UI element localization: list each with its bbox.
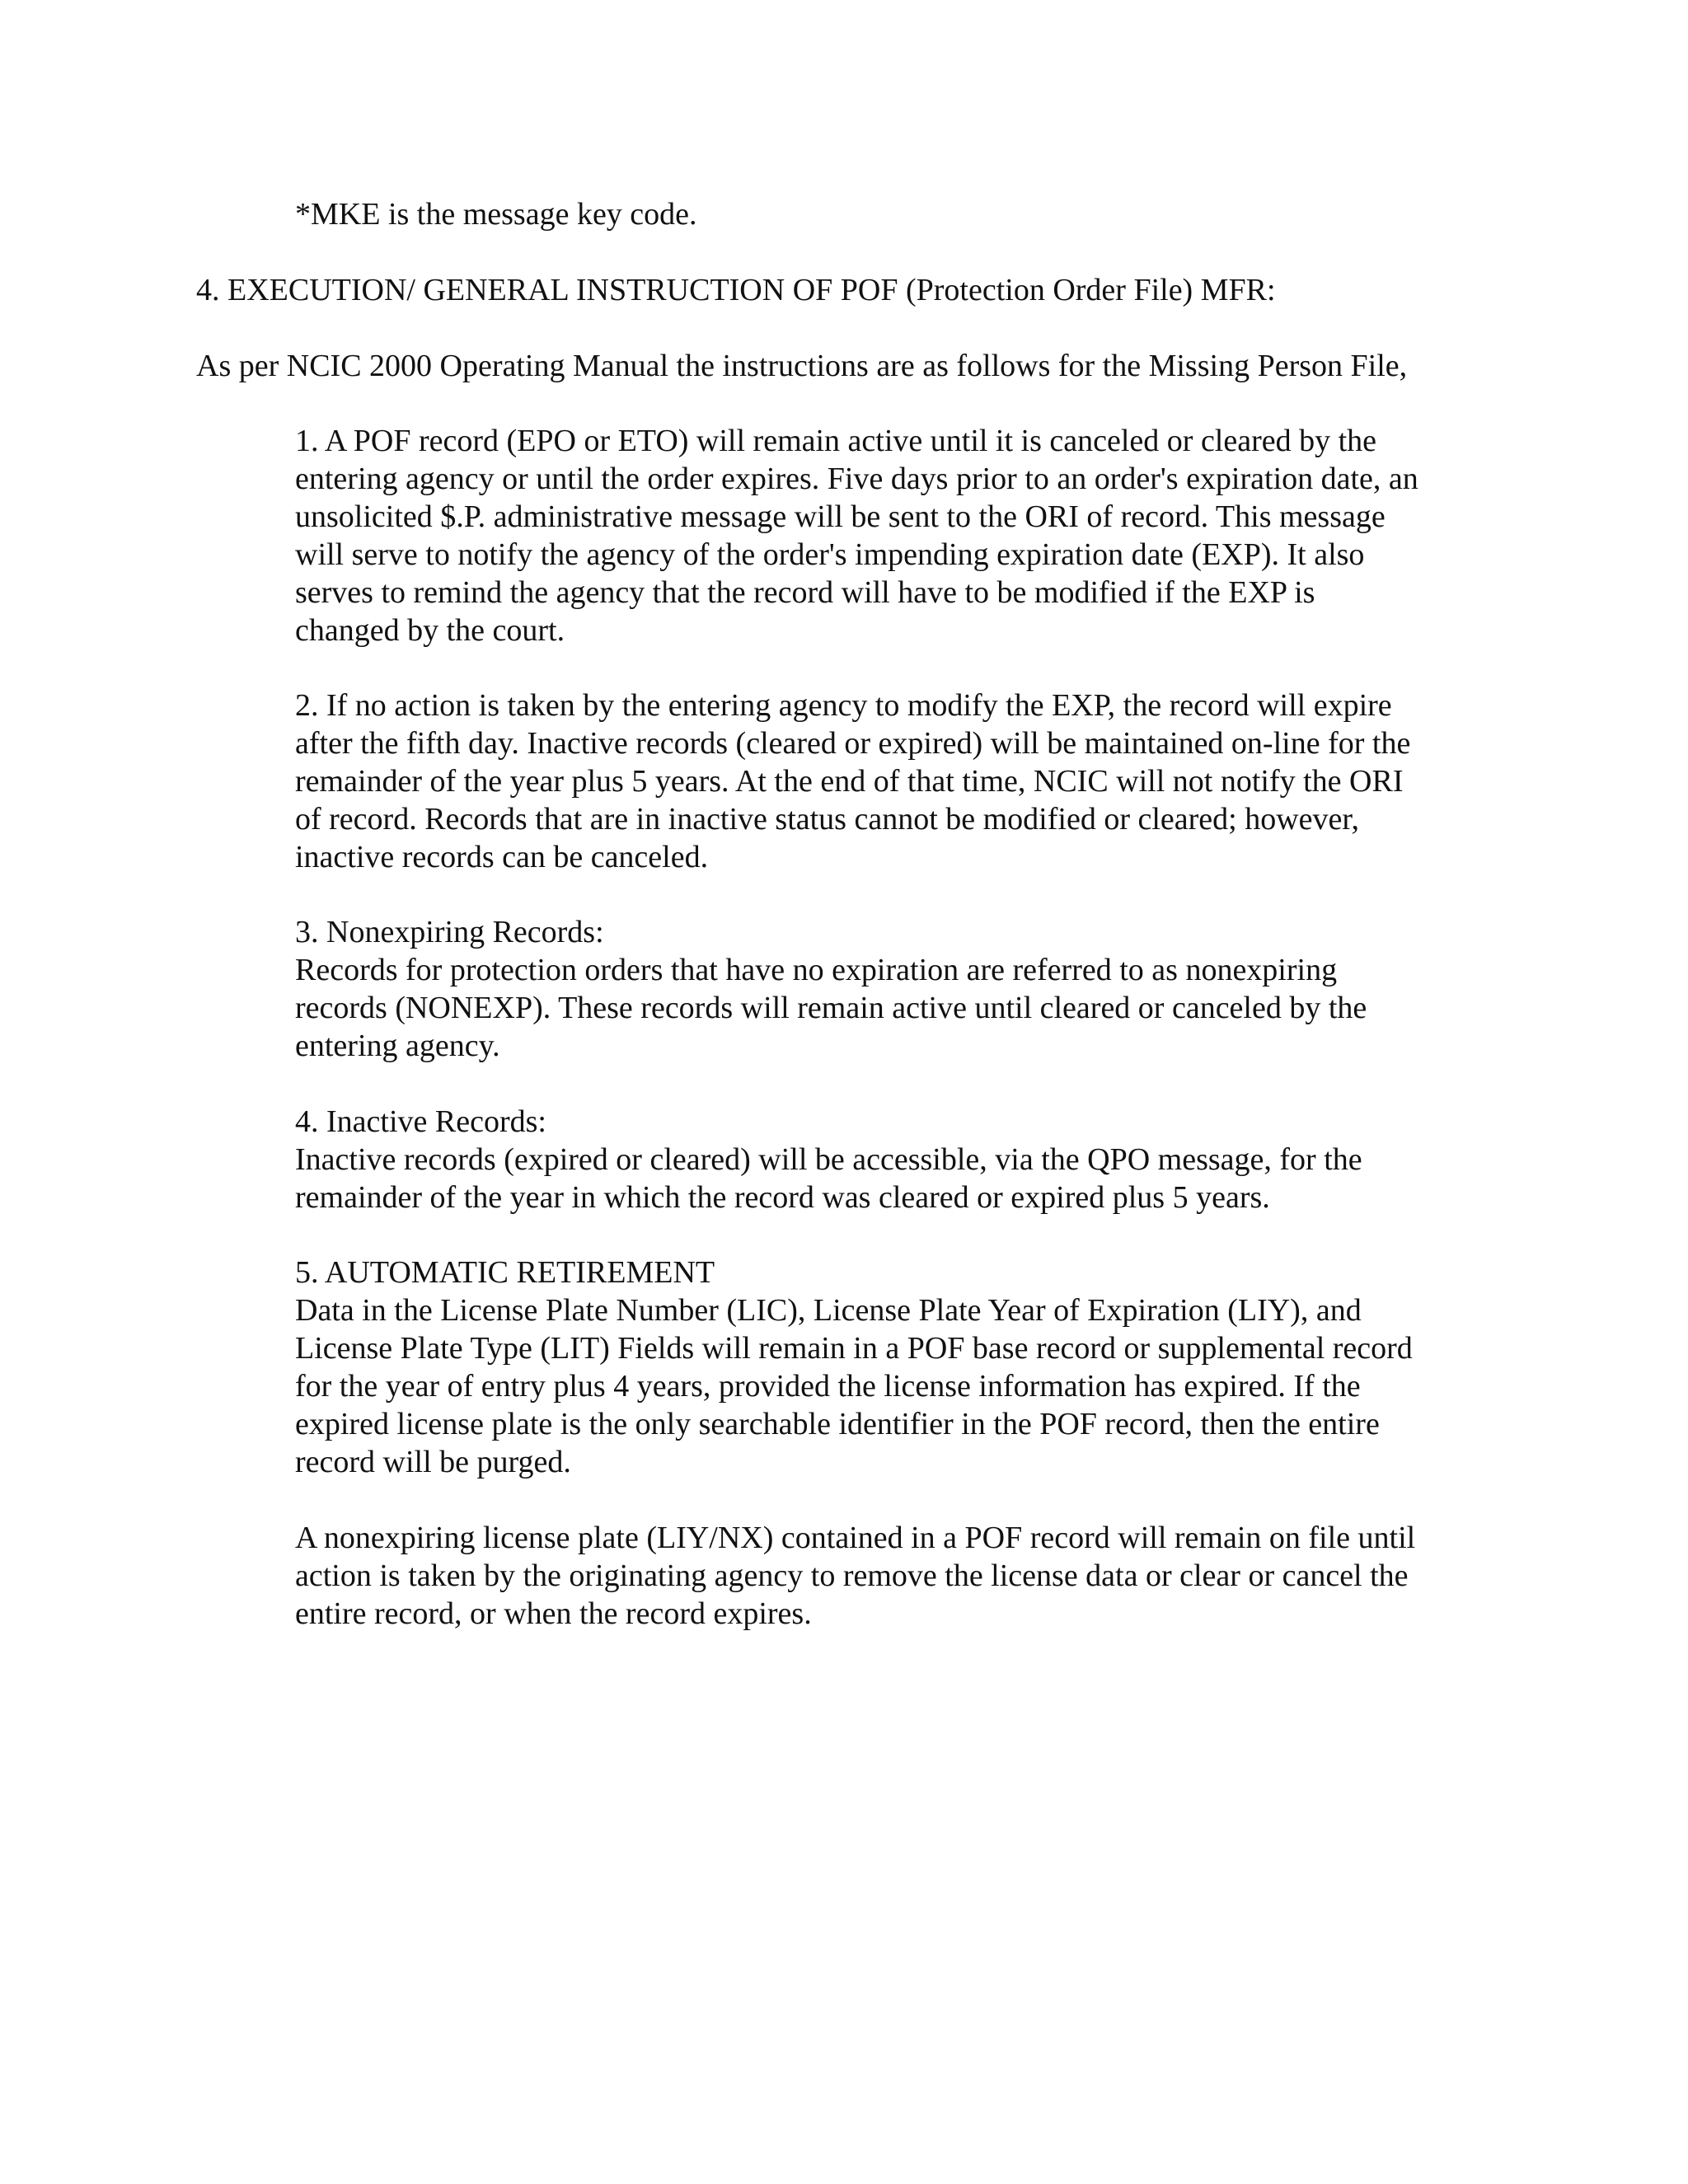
item-3-title: 3. Nonexpiring Records: xyxy=(295,915,604,949)
item-1-line: will serve to notify the agency of the order's impending expiration date (EXP). It also xyxy=(295,537,1365,572)
item-4-line: Inactive records (expired or cleared) will be accessible, via the QPO message, for the xyxy=(295,1142,1362,1177)
item-3-line: entering agency. xyxy=(295,1029,500,1063)
item-4-title: 4. Inactive Records: xyxy=(295,1104,546,1139)
license-plate-note-line: action is taken by the originating agency to remove the license data or clear or cancel the xyxy=(295,1558,1409,1593)
item-5-line: License Plate Type (LIT) Fields will remain in a POF base record or supplemental record xyxy=(295,1331,1413,1366)
item-5-line: for the year of entry plus 4 years, provided the license information has expired. If the xyxy=(295,1369,1361,1404)
section-heading: 4. EXECUTION/ GENERAL INSTRUCTION OF POF (Protection Order File) MFR: xyxy=(196,273,1276,307)
item-3-line: Records for protection orders that have no expiration are referred to as nonexpiring xyxy=(295,953,1338,987)
item-5-line: expired license plate is the only searchable identifier in the POF record, then the entire xyxy=(295,1407,1380,1441)
item-5-line: record will be purged. xyxy=(295,1445,571,1479)
item-1-line: entering agency or until the order expires. Five days prior to an order's expiration date, an xyxy=(295,462,1418,496)
item-2-line: after the fifth day. Inactive records (cleared or expired) will be maintained on-line for the xyxy=(295,726,1411,761)
item-2-line: remainder of the year plus 5 years. At the end of that time, NCIC will not notify the ORI xyxy=(295,764,1404,799)
item-2-line: inactive records can be canceled. xyxy=(295,840,709,874)
item-1-line: serves to remind the agency that the record will have to be modified if the EXP is xyxy=(295,575,1315,610)
item-5-title: 5. AUTOMATIC RETIREMENT xyxy=(295,1255,715,1290)
item-1-line: 1. A POF record (EPO or ETO) will remain active until it is canceled or cleared by the xyxy=(295,424,1377,458)
item-2-line: 2. If no action is taken by the entering agency to modify the EXP, the record will expire xyxy=(295,688,1392,723)
item-2-line: of record. Records that are in inactive status cannot be modified or cleared; however, xyxy=(295,802,1360,837)
mke-note: *MKE is the message key code. xyxy=(295,197,697,232)
license-plate-note-line: entire record, or when the record expires. xyxy=(295,1596,812,1631)
license-plate-note-line: A nonexpiring license plate (LIY/NX) contained in a POF record will remain on file until xyxy=(295,1521,1416,1555)
item-1-line: changed by the court. xyxy=(295,613,565,648)
item-3-line: records (NONEXP). These records will remain active until cleared or canceled by the xyxy=(295,991,1367,1025)
item-5-line: Data in the License Plate Number (LIC), License Plate Year of Expiration (LIY), and xyxy=(295,1293,1362,1328)
intro-paragraph: As per NCIC 2000 Operating Manual the instructions are as follows for the Missing Person File, xyxy=(196,349,1408,383)
item-4-line: remainder of the year in which the record was cleared or expired plus 5 years. xyxy=(295,1180,1270,1215)
item-1-line: unsolicited $.P. administrative message will be sent to the ORI of record. This message xyxy=(295,499,1386,534)
